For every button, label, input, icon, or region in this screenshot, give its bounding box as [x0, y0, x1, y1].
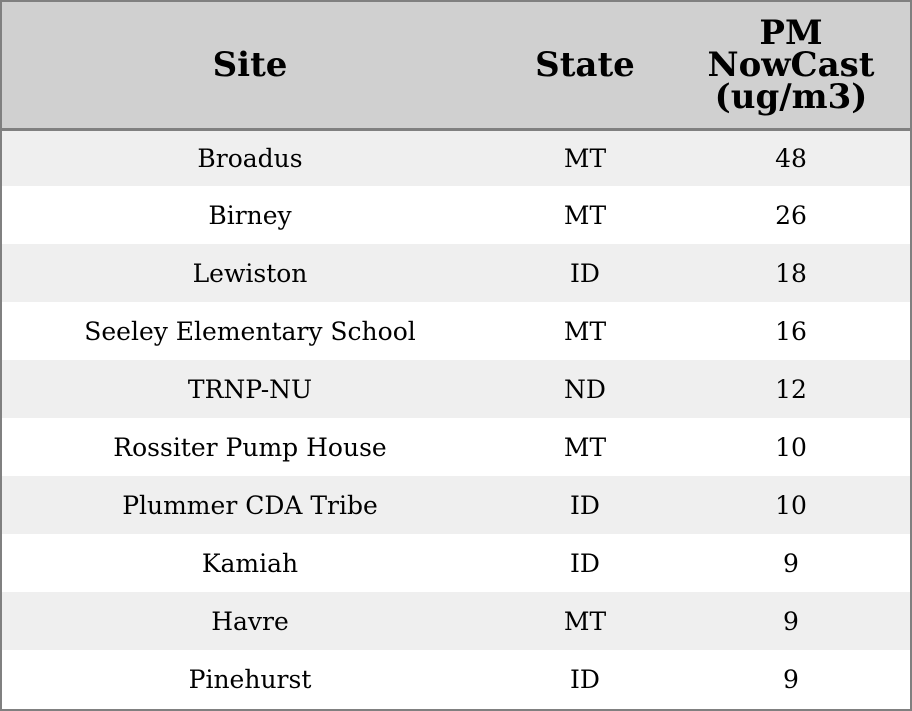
header-pm-line3: (ug/m3) — [714, 76, 868, 117]
table-row — [2, 650, 910, 708]
header-pm-line1: PM — [759, 12, 823, 53]
cell-state: MT — [563, 143, 607, 173]
cell-site: Kamiah — [201, 548, 299, 578]
cell-site: Havre — [211, 606, 289, 636]
header-pm-line2: NowCast — [707, 44, 875, 85]
cell-state: ID — [570, 490, 600, 520]
table-body — [2, 129, 910, 708]
cell-site: Rossiter Pump House — [113, 432, 387, 462]
header-state: State — [498, 2, 672, 129]
cell-state: ID — [570, 548, 600, 578]
cell-site: Plummer CDA Tribe — [122, 490, 378, 520]
cell-site: Birney — [208, 200, 292, 230]
cell-pm: 9 — [783, 664, 799, 694]
cell-pm: 12 — [775, 374, 807, 404]
cell-pm: 16 — [775, 316, 807, 346]
table-row — [2, 534, 910, 592]
cell-state: ID — [570, 664, 600, 694]
cell-pm: 26 — [775, 200, 807, 230]
cell-site: TRNP-NU — [187, 374, 313, 404]
table-header — [2, 2, 910, 129]
cell-pm: 10 — [775, 490, 807, 520]
table-row — [2, 360, 910, 418]
table-row — [2, 302, 910, 360]
cell-pm: 9 — [783, 548, 799, 578]
cell-site: Pinehurst — [188, 664, 312, 694]
cell-state: MT — [563, 606, 607, 636]
cell-pm: 10 — [775, 432, 807, 462]
cell-site: Lewiston — [192, 258, 308, 288]
table-row — [2, 244, 910, 302]
header-site: Site — [2, 2, 498, 129]
header-pm-nowcast — [672, 2, 910, 129]
table-row — [2, 186, 910, 244]
table-row — [2, 129, 910, 186]
table-row — [2, 476, 910, 534]
cell-pm: 9 — [783, 606, 799, 636]
cell-state: MT — [563, 200, 607, 230]
cell-site: Broadus — [197, 143, 303, 173]
cell-state: ND — [564, 374, 606, 404]
cell-pm: 18 — [775, 258, 807, 288]
cell-state: MT — [563, 316, 607, 346]
table-row — [2, 592, 910, 650]
pm-nowcast-table — [2, 2, 910, 708]
cell-state: ID — [570, 258, 600, 288]
cell-site: Seeley Elementary School — [84, 316, 416, 346]
cell-state: MT — [563, 432, 607, 462]
header-row — [2, 2, 910, 129]
table-row — [2, 418, 910, 476]
cell-pm: 48 — [775, 143, 807, 173]
